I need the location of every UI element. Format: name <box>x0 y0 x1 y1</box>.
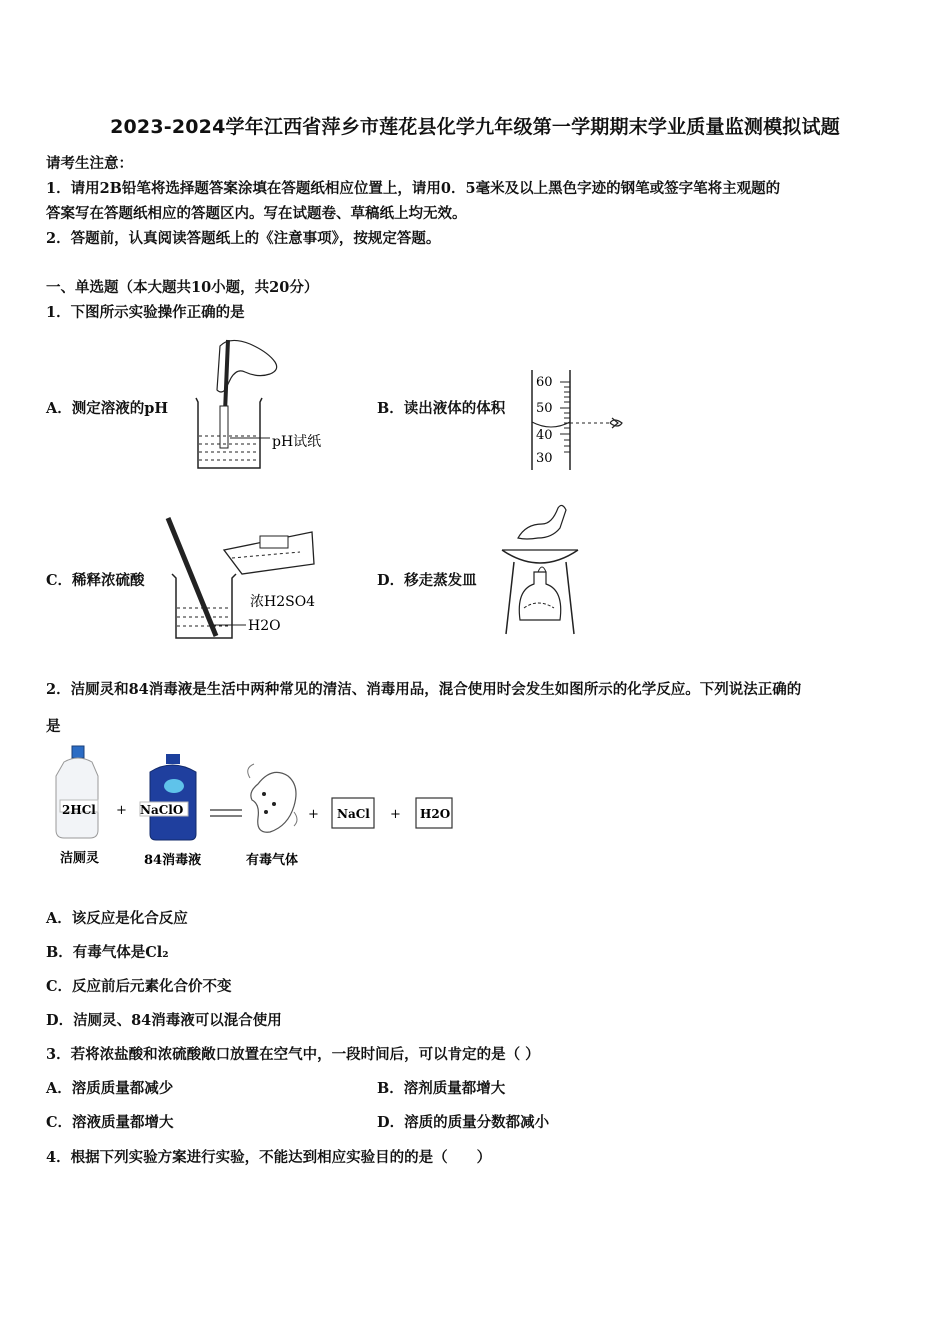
tick-30: 30 <box>536 451 553 466</box>
conc-sulfuric-label: 浓H2SO4 <box>250 594 316 610</box>
question-1-option-a: A．测定溶液的pH <box>46 400 169 417</box>
question-3-option-c: C．溶液质量都增大 <box>46 1114 174 1131</box>
plus-1: + <box>116 803 127 818</box>
cylinder-reading-figure <box>520 368 630 473</box>
question-2-stem-line-2: 是 <box>46 718 61 735</box>
evaporating-dish <box>502 550 578 563</box>
question-2-option-d: D．洁厕灵、84消毒液可以混合使用 <box>46 1012 282 1029</box>
hand-icon <box>518 505 566 539</box>
product-2-formula: NaCl <box>337 807 370 821</box>
notice-item-1-line-1: 1．请用2B铅笔将选择题答案涂填在答题纸相应位置上，请用0．5毫米及以上黑色字迹的钢笔或签字笔将主观题的 <box>46 180 781 197</box>
reactant-2-formula: NaClO <box>140 803 184 817</box>
dilution-figure <box>162 514 332 644</box>
question-3-option-a: A．溶质质量都减少 <box>46 1080 174 1097</box>
question-2-option-b: B．有毒气体是Cl₂ <box>46 944 169 961</box>
bleach-bottle <box>140 754 196 840</box>
question-3-option-d: D．溶质的质量分数都减小 <box>377 1114 550 1131</box>
question-2-option-c: C．反应前后元素化合价不变 <box>46 978 232 995</box>
ph-test-figure <box>190 336 340 476</box>
section-heading: 一、单选题（本大题共10小题，共20分） <box>46 279 319 296</box>
question-3-option-b: B．溶剂质量都增大 <box>377 1080 506 1097</box>
question-2-stem-line-1: 2．洁厕灵和84消毒液是生活中两种常见的清洁、消毒用品，混合使用时会发生如图所示的化学反应。下列说法正确的 <box>46 681 802 698</box>
question-1-option-c: C．稀释浓硫酸 <box>46 572 145 589</box>
question-2-option-a: A．该反应是化合反应 <box>46 910 188 927</box>
question-1-option-b: B．读出液体的体积 <box>377 400 506 417</box>
evaporating-dish-figure <box>490 500 590 640</box>
notice-heading: 请考生注意： <box>46 155 133 172</box>
tick-60: 60 <box>536 375 553 390</box>
reactant-1-formula: 2HCl <box>62 803 96 817</box>
plus-2: + <box>308 807 319 822</box>
reactant-2-caption: 84消毒液 <box>144 853 202 868</box>
water-label: H2O <box>248 618 281 634</box>
reactant-1-caption: 洁厕灵 <box>60 851 100 866</box>
reaction-diagram <box>50 742 470 872</box>
question-1-option-d: D．移走蒸发皿 <box>377 572 477 589</box>
page-title: 2023-2024学年江西省萍乡市莲花县化学九年级第一学期期末学业质量监测模拟试题 <box>110 116 840 138</box>
alcohol-lamp <box>519 572 560 620</box>
plus-3: + <box>390 807 401 822</box>
product-3-formula: H2O <box>420 807 451 821</box>
tick-40: 40 <box>536 428 553 443</box>
tick-50: 50 <box>536 401 553 416</box>
eye-icon <box>610 418 622 428</box>
ph-paper-label: pH试纸 <box>272 434 322 450</box>
product-1-caption: 有毒气体 <box>246 853 299 868</box>
question-3-stem: 3．若将浓盐酸和浓硫酸敞口放置在空气中，一段时间后，可以肯定的是（ ） <box>46 1046 540 1063</box>
ph-paper <box>220 406 228 448</box>
notice-item-1-line-2: 答案写在答题纸相应的答题区内。写在试题卷、草稿纸上均无效。 <box>46 205 467 222</box>
beaker <box>196 398 262 468</box>
notice-item-2: 2．答题前，认真阅读答题纸上的《注意事项》，按规定答题。 <box>46 230 441 247</box>
question-1-stem: 1．下图所示实验操作正确的是 <box>46 304 245 321</box>
question-4-stem: 4．根据下列实验方案进行实验，不能达到相应实验目的的是（ ） <box>46 1149 492 1166</box>
toilet-cleaner-bottle <box>56 746 98 838</box>
